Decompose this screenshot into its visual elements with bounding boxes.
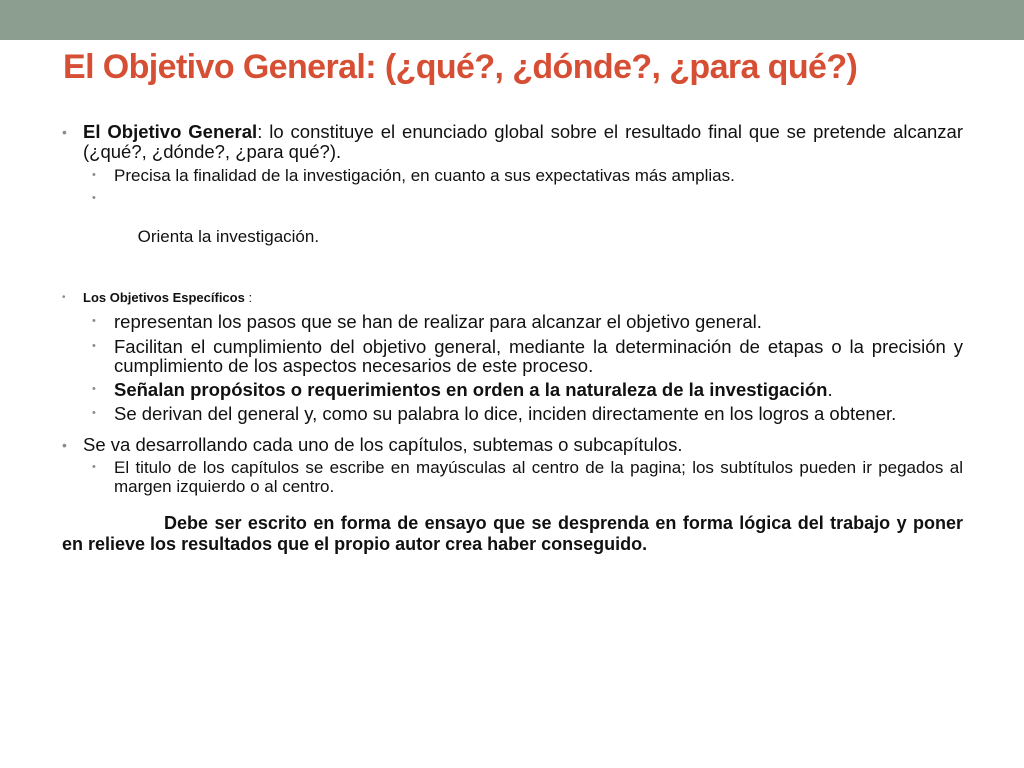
objetivos-especificos-heading: Los Objetivos Específicos: [83, 290, 245, 305]
bullet-icon: •: [62, 124, 67, 140]
sub-bullet-senalan: [62, 380, 963, 399]
bullet-icon: •: [92, 407, 96, 419]
sub-bullet-text: El titulo de los capítulos se escribe en mayúsculas al centro de la pagina; los subtítulos pueden ir pegados al margen izquierdo o al centro.: [114, 458, 963, 496]
sub-bullet-orienta: [62, 189, 963, 265]
sub-bullet-text: Precisa la finalidad de la investigación, en cuanto a sus expectativas más amplias.: [114, 166, 735, 185]
sub-bullet-text: Se derivan del general y, como su palabra lo dice, inciden directamente en los logros a obtener.: [114, 403, 897, 424]
capitulos-text: Se va desarrollando cada uno de los capítulos, subtemas o subcapítulos.: [83, 434, 683, 455]
slide-title: El Objetivo General: (¿qué?, ¿dónde?, ¿para qué?): [63, 48, 858, 86]
objetivo-general-text: : lo constituye el enunciado global sobre el resultado final que se pretende alcanzar (¿qué?, ¿dónde?, ¿para qué?).: [83, 121, 963, 162]
sub-bullet-facilitan: [62, 337, 963, 375]
objetivos-especificos-colon: :: [244, 290, 253, 305]
sub-bullet-derivan: [62, 404, 963, 423]
closing-paragraph: Debe ser escrito en forma de ensayo que se desprenda en forma lógica del trabajo y poner en relieve los resultados que el propio autor crea haber conseguido.: [62, 513, 963, 554]
sub-bullet-text: Facilitan el cumplimiento del objetivo general, mediante la determinación de etapas o la precisión y cumplimiento de los aspectos necesarios de este proceso.: [114, 336, 963, 376]
slide-body: [62, 122, 963, 555]
sub-bullet-titulo-capitulos: [62, 458, 963, 496]
sub-bullet-text: Orienta la investigación.: [132, 227, 320, 246]
bullet-icon: •: [92, 169, 96, 181]
bullet-icon: •: [92, 315, 96, 327]
sub-bullet-text: Señalan propósitos o requerimientos en orden a la naturaleza de la investigación: [114, 379, 828, 400]
bullet-icon: •: [62, 292, 66, 303]
objetivo-general-term: El Objetivo General: [83, 121, 258, 142]
bullet-icon: •: [92, 340, 96, 352]
sub-bullet-finalidad: [62, 166, 963, 185]
bullet-objetivos-especificos: [62, 290, 963, 306]
bullet-icon: •: [92, 192, 96, 204]
bullet-icon: •: [62, 437, 67, 453]
bullet-icon: •: [92, 383, 96, 395]
sub-bullet-period: .: [827, 379, 833, 400]
bullet-objetivo-general: [62, 122, 963, 162]
sub-bullet-text: representan los pasos que se han de realizar para alcanzar el objetivo general.: [114, 311, 762, 332]
bullet-capitulos: [62, 435, 963, 455]
top-accent-bar: [0, 0, 1024, 40]
bullet-icon: •: [92, 461, 96, 473]
sub-bullet-representan: [62, 312, 963, 331]
